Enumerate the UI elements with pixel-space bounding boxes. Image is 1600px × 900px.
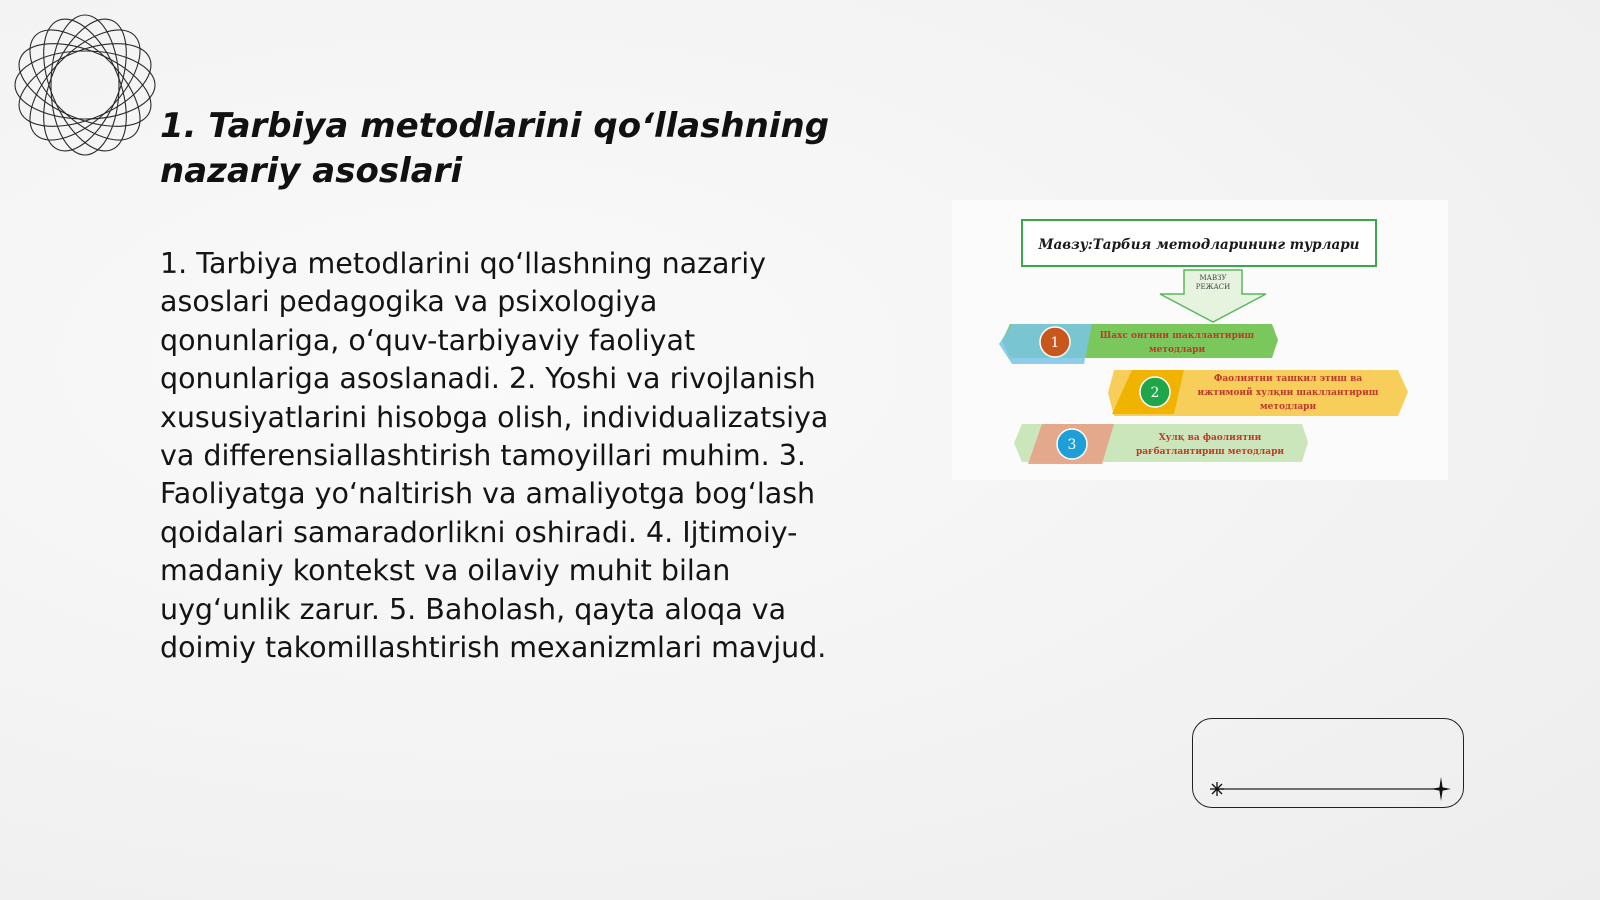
item-2-number: 2 xyxy=(1150,385,1160,401)
item-1-number: 1 xyxy=(1050,335,1060,351)
spirograph-ornament-icon xyxy=(10,10,160,160)
item-2-line1: Фаолиятни ташкил этиш ва xyxy=(1213,374,1363,384)
item-1-line1: Шахс онгини шакллантириш xyxy=(1099,331,1255,341)
methods-diagram xyxy=(952,200,1448,480)
frame-line xyxy=(1193,719,1465,809)
plan-label-1: МАВЗУ xyxy=(1199,274,1227,282)
diagram-item-3 xyxy=(1014,424,1308,464)
item-3-line2: рағбатлантириш методлари xyxy=(1135,447,1285,457)
slide-title: 1. Tarbiya metodlarini qo‘llashning nazariy asoslari xyxy=(160,106,830,191)
methods-diagram-image xyxy=(952,200,1448,480)
diagram-item-1 xyxy=(999,324,1278,364)
diagram-item-2 xyxy=(1108,370,1408,416)
item-2-line3: методлари xyxy=(1259,402,1317,412)
item-3-number: 3 xyxy=(1067,437,1077,453)
plan-label-2: РЕЖАСИ xyxy=(1195,283,1231,291)
sparkle-icon xyxy=(1210,782,1224,796)
slide-body-text: 1. Tarbiya metodlarini qo‘llashning nazariy asoslari pedagogika va psixologiya qonunlariga, o‘quv-tarbiyaviy faoliyat qonunlariga asoslanadi. 2. Yoshi va rivojlanish xususiyatlarini hisobga olish, individualizatsiya va differensiallashtirish tamoyillari muhim. 3. Faoliyatga yo‘naltirish va amaliyotga bog‘lash qoidalari samaradorlikni oshiradi. 4. Ijtimoiy-madaniy kontekst va oilaviy muhit bilan uyg‘unlik zarur. 5. Baholash, qayta aloqa va doimiy takomillashtirish mexanizmlari mavjud. xyxy=(160,247,829,665)
star-cross-icon xyxy=(1431,777,1451,801)
item-3-line1: Хулқ ва фаолиятни xyxy=(1158,433,1262,443)
diagram-heading: Мавзу:Тарбия методларининг турлари xyxy=(1038,237,1360,253)
decorative-rounded-frame xyxy=(1192,718,1464,808)
item-1-line2: методлари xyxy=(1148,345,1206,355)
item-2-line2: ижтимоий хулқни шакллантириш xyxy=(1197,388,1379,398)
